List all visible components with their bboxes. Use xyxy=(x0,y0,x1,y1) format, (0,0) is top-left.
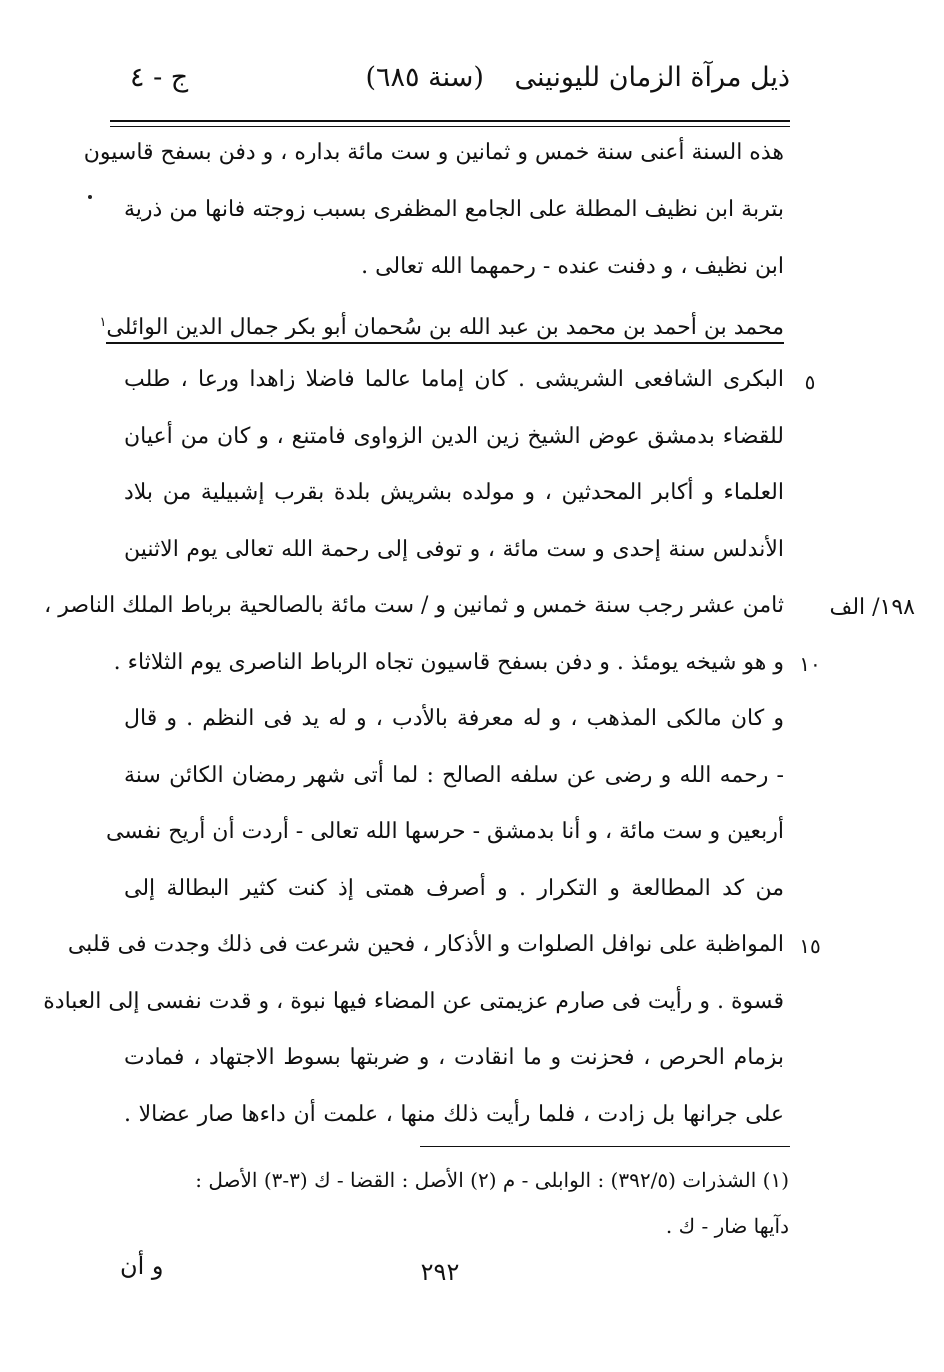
text-line-4 xyxy=(99,300,784,346)
header-year: (سنة ٦٨٥) xyxy=(365,62,484,93)
line-number-5: ٥ xyxy=(804,370,816,394)
header-rule-thin xyxy=(110,126,790,127)
running-title xyxy=(366,62,791,93)
text-line-6: للقضاء بدمشق عوض الشيخ زين الدين الزواوى فامتنع ، و كان من أعيان xyxy=(124,424,784,449)
text-line-2: بتربة ابن نظيف المطلة على الجامع المظفرى بسبب زوجته فانها من ذرية xyxy=(124,197,784,222)
footnote-rule xyxy=(420,1146,790,1147)
text-line-17: بزمام الحرص ، فحزنت و ما انقادت ، و ضربتها بسوط الاجتهاد ، فمادت xyxy=(124,1045,784,1070)
text-line-12: - رحمه الله و رضى عن سلفه الصالح : لما أتى شهر رمضان الكائن سنة xyxy=(124,763,784,788)
text-line-16: قسوة . و رأيت فى صارم عزيمتى عن المضاء فيها نبوة ، و قدت نفسى إلى العبادة xyxy=(43,989,784,1014)
catchword: و أن xyxy=(120,1252,164,1280)
line-number-10: ١٠ xyxy=(799,652,821,676)
text-line-7: العلماء و أكابر المحدثين ، و مولده بشريش بلدة بقرب إشبيلية من بلاد xyxy=(124,480,784,505)
running-title-text: ذيل مرآة الزمان لليونينى xyxy=(514,62,790,93)
manuscript-folio-marker: ١٩٨/ الف xyxy=(829,595,915,620)
footnote-ref-1: ١ xyxy=(99,315,107,330)
text-line-8: الأندلس سنة إحدى و ست مائة ، و توفى إلى رحمة الله تعالى يوم الاثنين xyxy=(124,537,784,562)
text-line-1: هذه السنة أعنى سنة خمس و ثمانين و ست مائة بداره ، و دفن بسفح قاسيون xyxy=(83,140,784,165)
text-line-18: على جرانها بل زادت ، فلما رأيت ذلك منها ، علمت أن داءها صار عضالا . xyxy=(124,1102,784,1127)
footnote-line-2: دآيها ضار - ك . xyxy=(665,1214,789,1238)
line-number-15: ١٥ xyxy=(799,934,821,958)
text-line-10: و هو شيخه يومئذ . و دفن بسفح قاسيون تجاه الرباط الناصرى يوم الثلاثاء . xyxy=(113,650,784,675)
page-header xyxy=(130,62,790,112)
text-line-14: من كد المطالعة و التكرار . و أصرف همتى إذ كنت كثير البطالة إلى xyxy=(124,876,784,901)
ink-speck xyxy=(88,195,92,199)
footnote-line-1: (١) الشذرات (٣٩٢/٥) : الوابلى - م (٢) الأصل : القضا - ك (٣-٣) الأصل : xyxy=(195,1168,789,1192)
header-rule-thick xyxy=(110,120,790,122)
text-line-11: و كان مالكى المذهب ، و له معرفة بالأدب ، و له يد فى النظم . و قال xyxy=(124,706,784,731)
volume-number: ج - ٤ xyxy=(130,62,189,93)
text-line-9: ثامن عشر رجب سنة خمس و ثمانين و / ست مائة بالصالحية برباط الملك الناصر ، xyxy=(44,593,784,618)
page-number: ٢٩٢ xyxy=(420,1258,460,1286)
entry-name: محمد بن أحمد بن محمد بن عبد الله بن سُحمان أبو بكر جمال الدين الوائلى xyxy=(106,315,784,344)
text-line-15: المواظبة على نوافل الصلوات و الأذكار ، فحين شرعت فى ذلك وجدت فى قلبى xyxy=(67,932,784,957)
text-line-5: البكرى الشافعى الشريشى . كان إماما عالما فاضلا زاهدا ورعا ، طلب xyxy=(124,367,784,392)
text-line-3: ابن نظيف ، و دفنت عنده - رحمهما الله تعالى . xyxy=(361,254,784,279)
text-line-13: أربعين و ست مائة ، و أنا بدمشق - حرسها الله تعالى - أردت أن أريح نفسى xyxy=(106,819,784,844)
